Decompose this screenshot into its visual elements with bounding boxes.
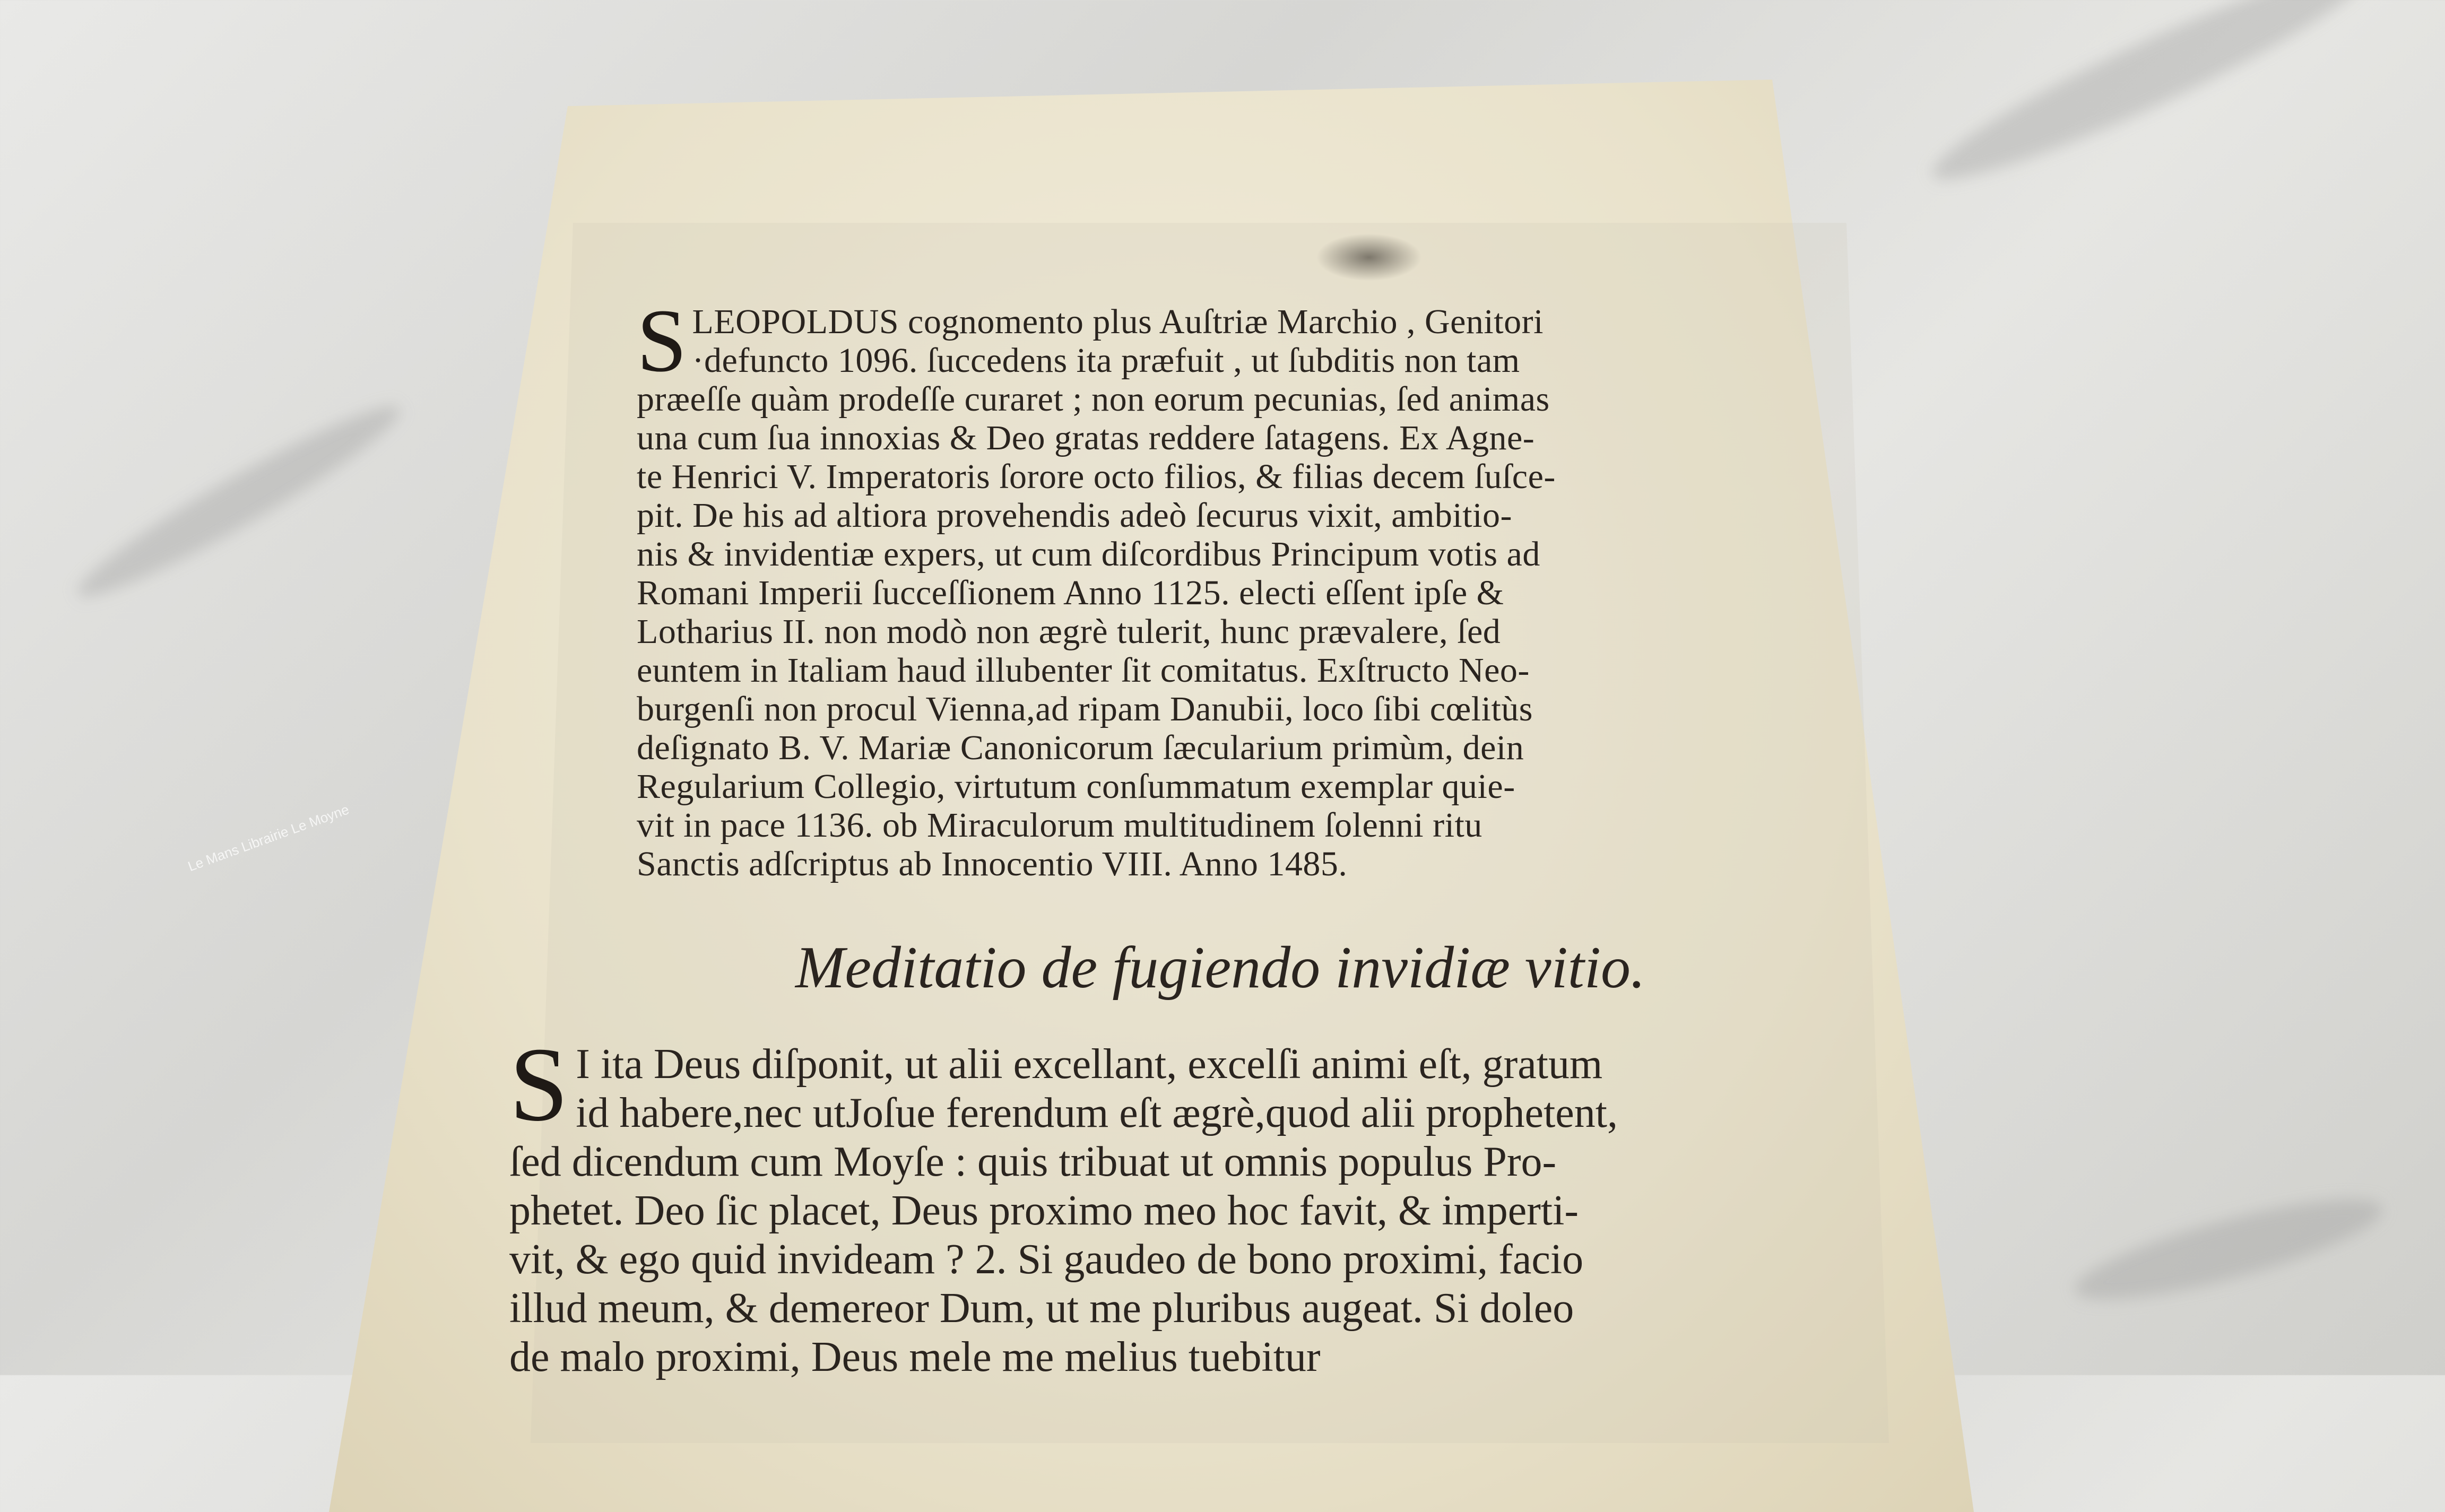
biography-paragraph <box>637 291 1804 883</box>
text-line: Romani Imperii ſucceſſionem Anno 1125. electi eſſent ipſe & <box>637 573 1504 612</box>
text-line: I ita Deus diſponit, ut alii excellant, excelſi animi eſt, gratum <box>576 1041 1603 1088</box>
text-line: deſignato B. V. Mariæ Canonicorum ſæcularium primùm, dein <box>637 728 1524 767</box>
drop-cap: S <box>637 291 687 390</box>
text-line: LEOPOLDUS cognomento plus Auſtriæ Marchio , Genitori <box>692 302 1544 341</box>
text-line: illud meum, & demereor Dum, ut me pluribus augeat. Si doleo <box>509 1285 1574 1332</box>
text-line: te Henrici V. Imperatoris ſorore octo filios, & filias decem ſuſce- <box>637 457 1556 496</box>
text-line: vit, & ego quid invideam ? 2. Si gaudeo de bono proximi, facio <box>509 1236 1584 1283</box>
text-line: ·defuncto 1096. ſuccedens ita præfuit , ut ſubditis non tam <box>692 341 1520 380</box>
text-line: Regularium Collegio, virtutum conſummatum exemplar quie- <box>637 767 1515 806</box>
marble-vein <box>66 388 411 615</box>
drop-cap: S <box>509 1026 569 1143</box>
text-line: nis & invidentiæ expers, ut cum diſcordibus Principum votis ad <box>637 535 1540 573</box>
text-line: id habere,nec utJoſue ferendum eſt ægrè,quod alii prophetent, <box>576 1090 1618 1136</box>
ornament-icon <box>1316 233 1422 281</box>
marble-vein <box>2067 1180 2390 1319</box>
watermark: Le Mans Librairie Le Moyne <box>186 801 351 875</box>
text-line: una cum ſua innoxias & Deo gratas reddere ſatagens. Ex Agne- <box>637 419 1535 457</box>
text-line: ſed dicendum cum Moyſe : quis tribuat ut omnis populus Pro- <box>509 1139 1557 1185</box>
section-heading: Meditatio de fugiendo invidiæ vitio. <box>795 935 1645 1001</box>
text-line: vit in pace 1136. ob Miraculorum multitudinem ſolenni ritu <box>637 806 1482 845</box>
text-line: Sanctis adſcriptus ab Innocentio VIII. Anno 1485. <box>637 845 1348 883</box>
text-line: phetet. Deo ſic placet, Deus proximo meo hoc favit, & imperti- <box>509 1187 1579 1234</box>
text-line: Lotharius II. non modò non ægrè tulerit, hunc prævalere, ſed <box>637 612 1501 651</box>
meditation-paragraph <box>509 1026 1836 1381</box>
marble-vein <box>1919 0 2379 204</box>
text-line: de malo proximi, Deus mele me melius tuebitur <box>509 1334 1321 1380</box>
text-line: burgenſi non procul Vienna,ad ripam Danubii, loco ſibi cœlitùs <box>637 690 1533 728</box>
text-line: pit. De his ad altiora provehendis adeò ſecurus vixit, ambitio- <box>637 496 1512 535</box>
text-line: euntem in Italiam haud illubenter ſit comitatus. Exſtructo Neo- <box>637 651 1530 690</box>
text-line: præeſſe quàm prodeſſe curaret ; non eorum pecunias, ſed animas <box>637 380 1550 419</box>
